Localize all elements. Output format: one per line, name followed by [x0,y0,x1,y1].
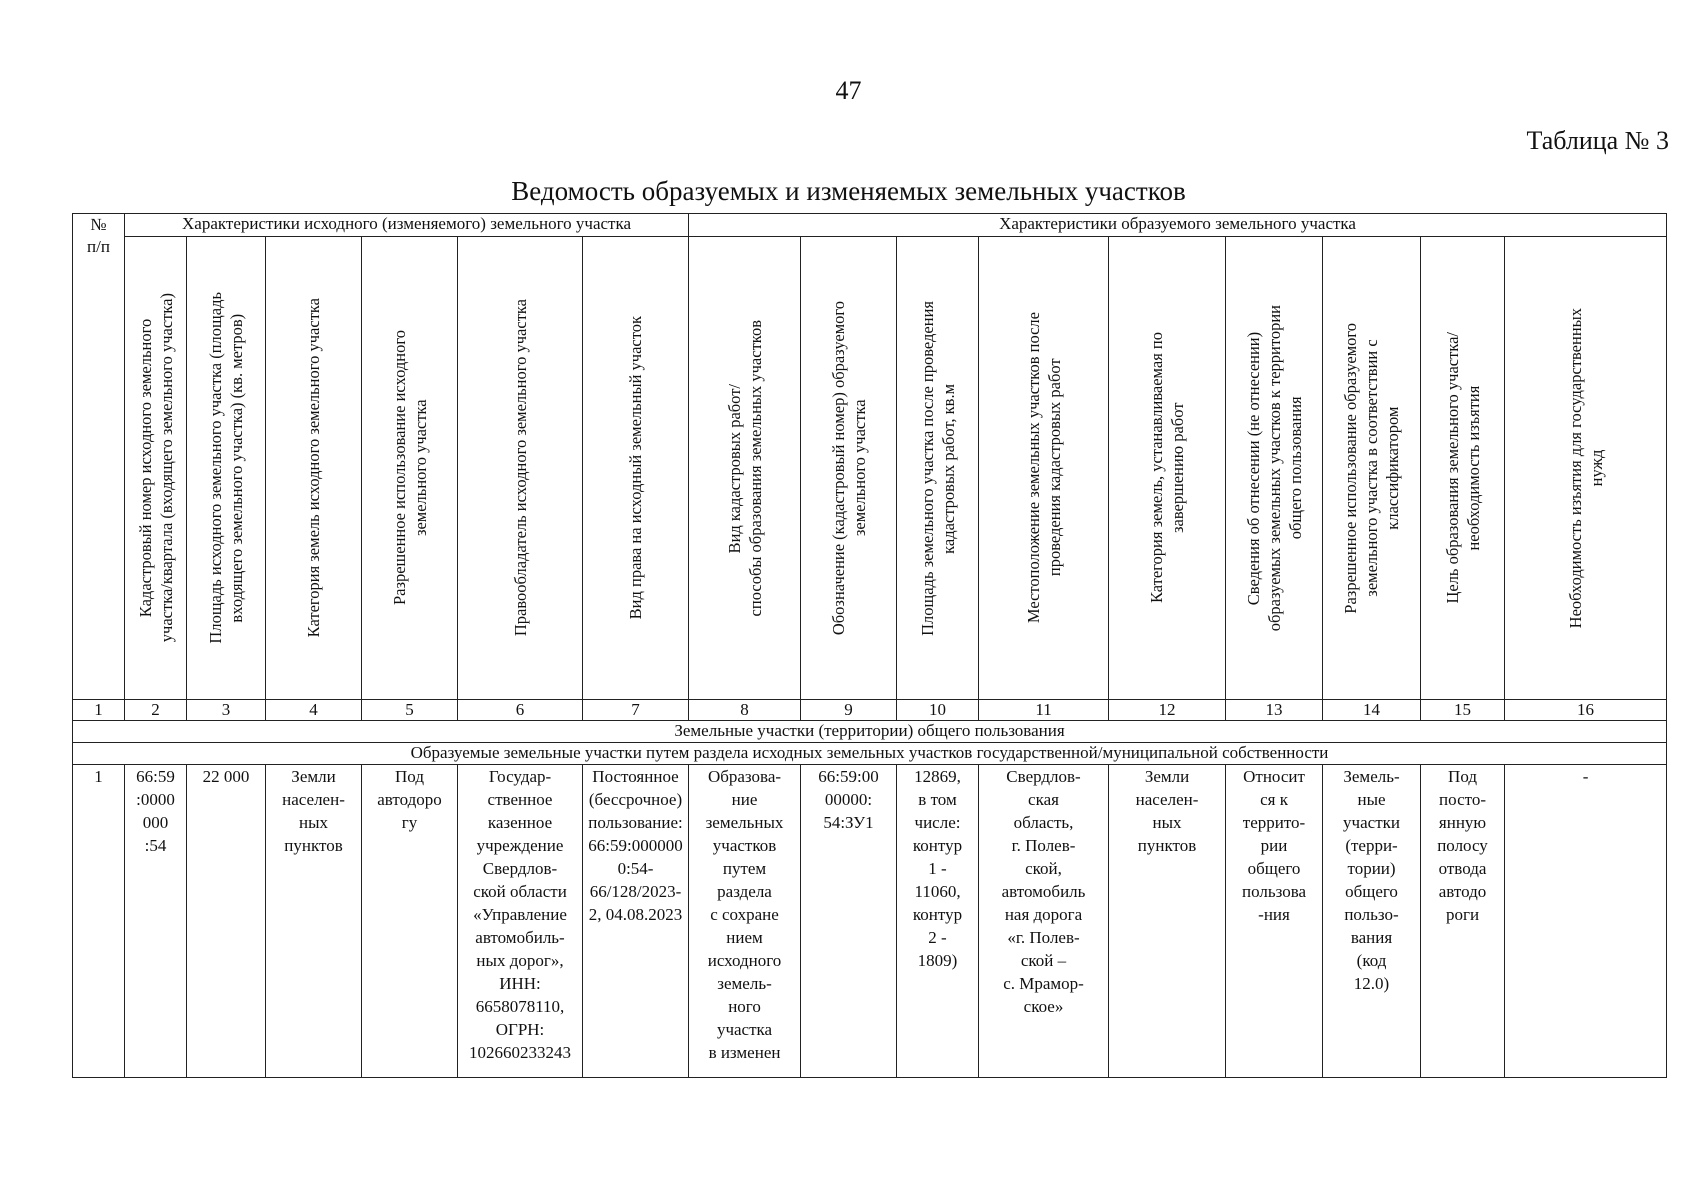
header-col-10-text: Площадь земельного участка после проведения кадастровых работ, кв.м [917,300,958,636]
column-index: 6 [458,700,583,721]
header-col-14 [1323,237,1421,700]
header-group-formed: Характеристики образуемого земельного участка [689,214,1667,237]
cell-cadastral-work-type: Образова- ние земельных участков путем раздела с сохране нием исходного земель- ного участка в изменен [689,765,801,1078]
column-index: 3 [187,700,266,721]
table-label: Таблица № 3 [1526,126,1669,155]
column-index: 1 [73,700,125,721]
header-col-8 [689,237,801,700]
column-index: 5 [362,700,458,721]
document-title: Ведомость образуемых и изменяемых земельных участков [511,176,1186,206]
column-index: 16 [1505,700,1667,721]
header-col-9-text: Обозначение (кадастровый номер) образуемого земельного участка [828,300,869,636]
header-col-14-text: Разрешенное использование образуемого земельного участка в соответствии с классификатором [1341,322,1403,614]
cell-formed-designation: 66:59:00 00000: 54:ЗУ1 [801,765,897,1078]
header-col-5-text: Разрешенное использование исходного земельного участка [389,330,430,606]
cell-public-use-status: Относит ся к террито- рии общего пользова -ния [1226,765,1323,1078]
header-col-3 [187,237,266,700]
header-group-source: Характеристики исходного (изменяемого) земельного участка [125,214,689,237]
header-col-6-text: Правообладатель исходного земельного участка [510,299,530,637]
subsection-row [73,743,1667,765]
header-col-10 [897,237,979,700]
header-col-16 [1505,237,1667,700]
page-number: 47 [835,76,862,105]
column-index: 9 [801,700,897,721]
header-group-row [73,214,1667,237]
header-row-number: № п/п [73,214,125,700]
header-col-12 [1109,237,1226,700]
column-index: 13 [1226,700,1323,721]
column-index: 4 [266,700,362,721]
cell-formed-area: 12869, в том числе: контур 1 - 11060, контур 2 - 1809) [897,765,979,1078]
column-index-row [73,700,1667,721]
header-col-15-text: Цель образования земельного участка/ необходимость изъятия [1442,332,1483,604]
header-col-13 [1226,237,1323,700]
header-col-13-text: Сведения об отнесении (не отнесении) образуемых земельных участков к территории общего пользования [1243,304,1305,632]
cell-state-seizure-need: - [1505,765,1667,1078]
cell-formed-land-category: Земли населен- ных пунктов [1109,765,1226,1078]
header-col-9 [801,237,897,700]
header-col-16-text: Необходимость изъятия для государственных нужд [1565,307,1606,629]
section-title: Земельные участки (территории) общего пользования [73,721,1667,743]
cell-source-land-category: Земли населен- ных пунктов [266,765,362,1078]
header-col-7 [583,237,689,700]
subsection-title: Образуемые земельные участки путем раздела исходных земельных участков государственной/муниципальной собственности [73,743,1667,765]
header-col-5 [362,237,458,700]
land-plots-table [72,213,1667,1078]
header-col-7-text: Вид права на исходный земельный участок [626,316,645,620]
column-index: 2 [125,700,187,721]
column-index: 14 [1323,700,1421,721]
header-col-4 [266,237,362,700]
cell-source-cadastral-number: 66:59 :0000 000 :54 [125,765,187,1078]
header-col-3-text: Площадь исходного земельного участка (площадь входящего земельного участка) (кв. метров) [206,292,246,644]
cell-source-area: 22 000 [187,765,266,1078]
table-row [73,765,1667,1078]
header-columns-row [73,237,1667,700]
cell-formed-location: Свердлов- ская область, г. Полев- ской, автомобиль ная дорога «г. Полев- ской – с. Мрамор- ское» [979,765,1109,1078]
header-col-11-text: Местоположение земельных участков после проведения кадастровых работ [1023,312,1064,624]
cell-source-right-type: Постоянное (бессрочное) пользование: 66:59:000000 0:54- 66/128/2023- 2, 04.08.2023 [583,765,689,1078]
column-index: 12 [1109,700,1226,721]
cell-source-owner: Государ- ственное казенное учреждение Свердлов- ской области «Управление автомобиль- ных дорог», ИНН: 6658078110, ОГРН: 102660233243 [458,765,583,1078]
header-col-15 [1421,237,1505,700]
header-col-11 [979,237,1109,700]
column-index: 11 [979,700,1109,721]
column-index: 8 [689,700,801,721]
cell-source-permitted-use: Под автодоро гу [362,765,458,1078]
header-col-2 [125,237,187,700]
section-row [73,721,1667,743]
header-col-8-text: Вид кадастровых работ/ способы образования земельных участков [724,319,765,617]
cell-formation-purpose: Под посто- янную полосу отвода автодо роги [1421,765,1505,1078]
column-index: 10 [897,700,979,721]
header-col-6 [458,237,583,700]
column-index: 7 [583,700,689,721]
header-col-2-text: Кадастровый номер исходного земельного участка/квартала (входящего земельного участка) [135,293,176,643]
cell-row-number: 1 [73,765,125,1078]
header-col-12-text: Категория земель, устанавливаемая по завершению работ [1147,332,1188,604]
header-col-4-text: Категория земель исходного земельного участка [304,298,323,638]
cell-formed-permitted-use: Земель- ные участки (терри- тории) общего пользо- вания (код 12.0) [1323,765,1421,1078]
column-index: 15 [1421,700,1505,721]
